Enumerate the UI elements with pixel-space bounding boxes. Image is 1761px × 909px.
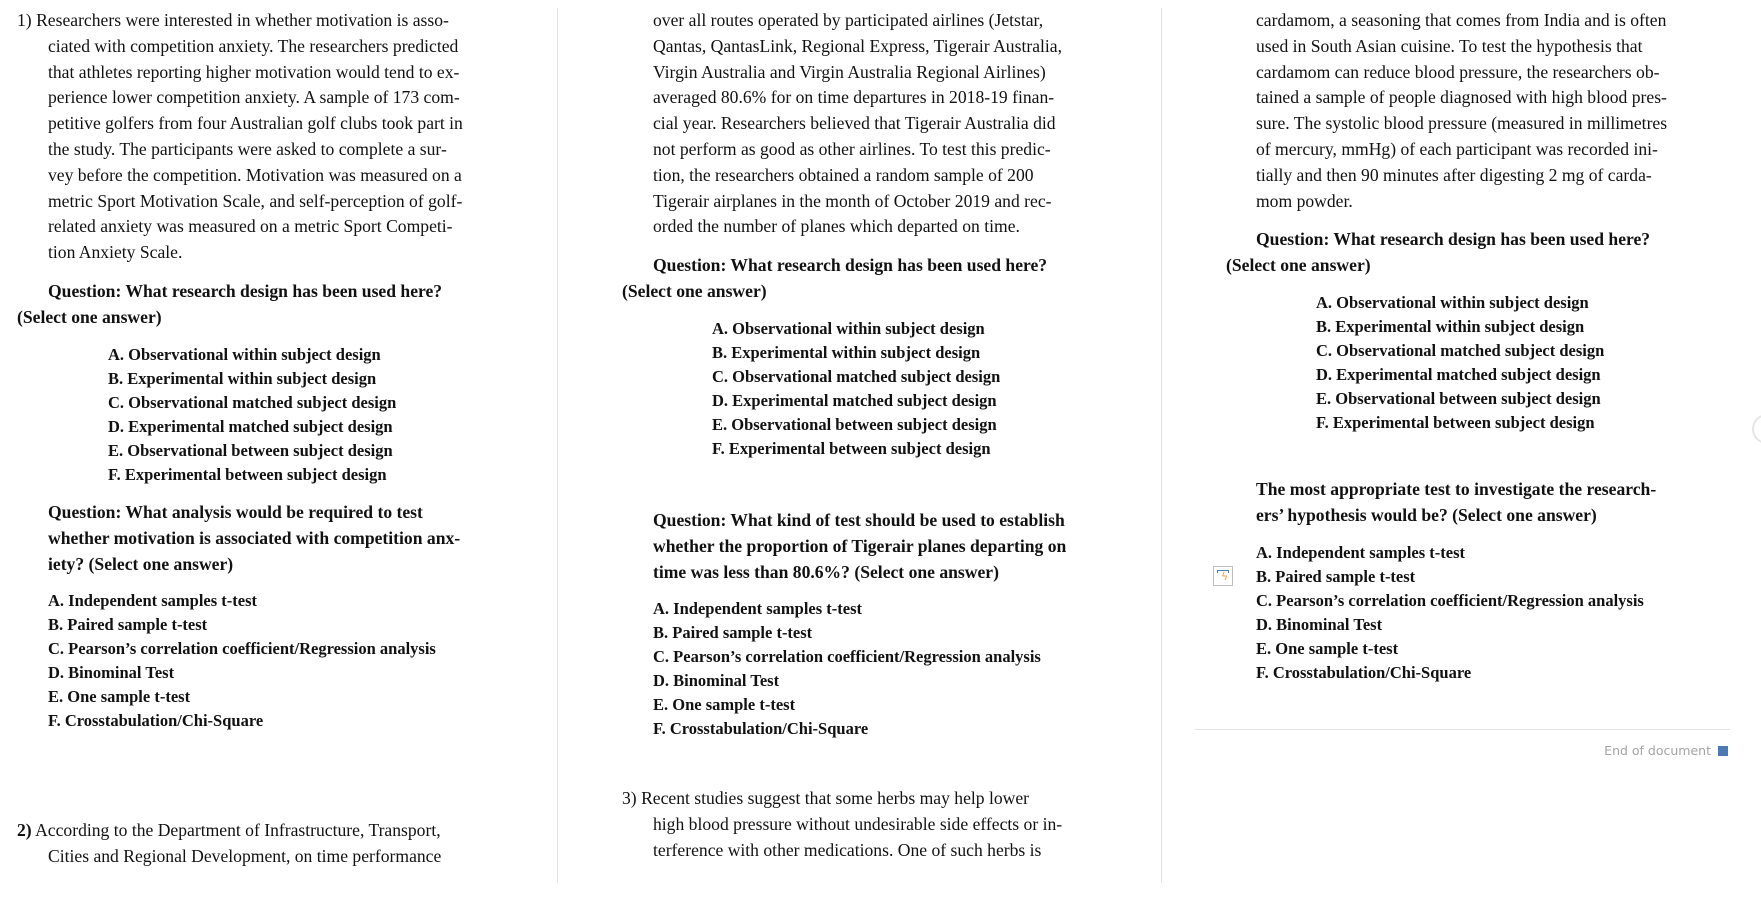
question-3-design-prompt: Question: What research design has been used here? (Select one answer) xyxy=(1226,229,1651,275)
column-1 xyxy=(17,8,537,266)
option-c[interactable]: C. Pearson’s correlation coefficient/Regression analysis xyxy=(48,639,436,658)
option-c[interactable]: C. Pearson’s correlation coefficient/Regression analysis xyxy=(1256,591,1644,610)
end-of-document-label: End of document xyxy=(1604,743,1711,758)
option-e[interactable]: E. One sample t-test xyxy=(1256,639,1399,658)
option-a[interactable]: A. Independent samples t-test xyxy=(48,591,258,610)
option-a[interactable]: A. Observational within subject design xyxy=(712,319,985,338)
option-a[interactable]: A. Observational within subject design xyxy=(108,345,381,364)
option-b[interactable]: B. Experimental within subject design xyxy=(108,369,377,388)
option-f[interactable]: F. Crosstabulation/Chi-Square xyxy=(653,719,869,738)
option-f[interactable]: F. Experimental between subject design xyxy=(712,439,991,458)
question-2-design-prompt: Question: What research design has been used here? (Select one answer) xyxy=(622,255,1048,301)
scroll-circle-button[interactable] xyxy=(1752,414,1761,444)
question-2-stem-continued: over all routes operated by participated airlines (Jetstar, Qantas, QantasLink, Regional Express, Tigerair Australia, Virgin Australia and Virgin Australia Regional Airlines) averaged 80.6% for on time departures in 2018-19 finan- cial year. Researchers believed that Tigerair Australia did not perform as good as other airlines. To test this predic- tion, the researchers obtained a random sample of 200 Tigerair airplanes in the month of October 2019 and rec- orded the number of planes which departed on time. xyxy=(653,10,1062,237)
question-1-stem: 1) Researchers were interested in whether motivation is asso- ciated with competition anxiety. The researchers predicted that athletes reporting higher motivation would tend to ex- perience lower competition anxiety. A sample of 173 com- petitive golfers from four Australian golf clubs took part in the study. The participants were asked to complete a sur- vey before the competition. Motivation was measured on a metric Sport Motivation Scale, and self-perception of golf- related anxiety was measured on a metric Sport Competi- tion Anxiety Scale. xyxy=(17,10,463,263)
option-f[interactable]: F. Experimental between subject design xyxy=(1316,413,1595,432)
option-f[interactable]: F. Crosstabulation/Chi-Square xyxy=(1256,663,1472,682)
option-b[interactable]: B. Paired sample t-test xyxy=(1256,567,1416,586)
question-1-design-options xyxy=(108,343,396,487)
question-3-test-prompt: The most appropriate test to investigate the research- ers’ hypothesis would be? (Select one answer) xyxy=(1256,479,1657,525)
end-square-icon xyxy=(1718,746,1728,756)
question-3-design-options xyxy=(1316,291,1604,435)
option-a[interactable]: A. Independent samples t-test xyxy=(653,599,863,618)
option-c[interactable]: C. Observational matched subject design xyxy=(1316,341,1605,360)
end-of-document-separator xyxy=(1195,729,1730,730)
option-b[interactable]: B. Paired sample t-test xyxy=(653,623,813,642)
option-d[interactable]: D. Binominal Test xyxy=(48,663,175,682)
option-e[interactable]: E. One sample t-test xyxy=(48,687,191,706)
option-f[interactable]: F. Crosstabulation/Chi-Square xyxy=(48,711,264,730)
lightning-icon: ϟ xyxy=(1221,570,1229,583)
option-b[interactable]: B. Paired sample t-test xyxy=(48,615,208,634)
question-1-analysis-options xyxy=(48,589,436,733)
option-c[interactable]: C. Pearson’s correlation coefficient/Regression analysis xyxy=(653,647,1041,666)
question-1-number: 1) xyxy=(17,10,32,30)
question-3-test-options xyxy=(1256,541,1644,685)
column-divider-right xyxy=(1161,8,1162,883)
option-a[interactable]: A. Observational within subject design xyxy=(1316,293,1589,312)
question-3-stem-start: 3) Recent studies suggest that some herbs may help lower high blood pressure without undesirable side effects or in- terference with other medications. One of such herbs is xyxy=(622,788,1063,860)
option-d[interactable]: D. Experimental matched subject design xyxy=(1316,365,1601,384)
option-e[interactable]: E. Observational between subject design xyxy=(712,415,997,434)
option-f[interactable]: F. Experimental between subject design xyxy=(108,465,387,484)
question-3-stem-continued: cardamom, a seasoning that comes from India and is often used in South Asian cuisine. To test the hypothesis that cardamom can reduce blood pressure, the researchers ob- tained a sample of people diagnosed with high blood pres- sure. The systolic blood pressure (measured in millimetres of mercury, mmHg) of each participant was recorded ini- tially and then 90 minutes after digesting 2 mg of carda- mom powder. xyxy=(1256,10,1668,211)
option-d[interactable]: D. Experimental matched subject design xyxy=(712,391,997,410)
option-b[interactable]: B. Experimental within subject design xyxy=(1316,317,1585,336)
option-d[interactable]: D. Experimental matched subject design xyxy=(108,417,393,436)
option-c[interactable]: C. Observational matched subject design xyxy=(712,367,1001,386)
option-a[interactable]: A. Independent samples t-test xyxy=(1256,543,1466,562)
column-divider-left xyxy=(557,8,558,883)
question-3-number: 3) xyxy=(622,788,637,808)
question-2-test-prompt: Question: What kind of test should be used to establish whether the proportion of Tigerair planes departing on time was less than 80.6%? (Select one answer) xyxy=(653,510,1067,582)
question-2-number: 2) xyxy=(17,820,32,840)
option-c[interactable]: C. Observational matched subject design xyxy=(108,393,397,412)
option-d[interactable]: D. Binominal Test xyxy=(653,671,780,690)
question-1-analysis-prompt: Question: What analysis would be required to test whether motivation is associated with competition anx- iety? (Select one answer) xyxy=(48,502,461,574)
question-2-stem-start: 2) According to the Department of Infrastructure, Transport, Cities and Regional Development, on time performance xyxy=(17,820,442,866)
quick-parts-icon[interactable] xyxy=(1213,566,1233,586)
option-b[interactable]: B. Experimental within subject design xyxy=(712,343,981,362)
option-e[interactable]: E. Observational between subject design xyxy=(108,441,393,460)
question-2-test-options xyxy=(653,597,1041,741)
question-1-design-prompt: Question: What research design has been used here? (Select one answer) xyxy=(17,281,443,327)
option-d[interactable]: D. Binominal Test xyxy=(1256,615,1383,634)
option-e[interactable]: E. One sample t-test xyxy=(653,695,796,714)
question-2-design-options xyxy=(712,317,1000,461)
end-of-document-marker xyxy=(1604,743,1728,758)
option-e[interactable]: E. Observational between subject design xyxy=(1316,389,1601,408)
